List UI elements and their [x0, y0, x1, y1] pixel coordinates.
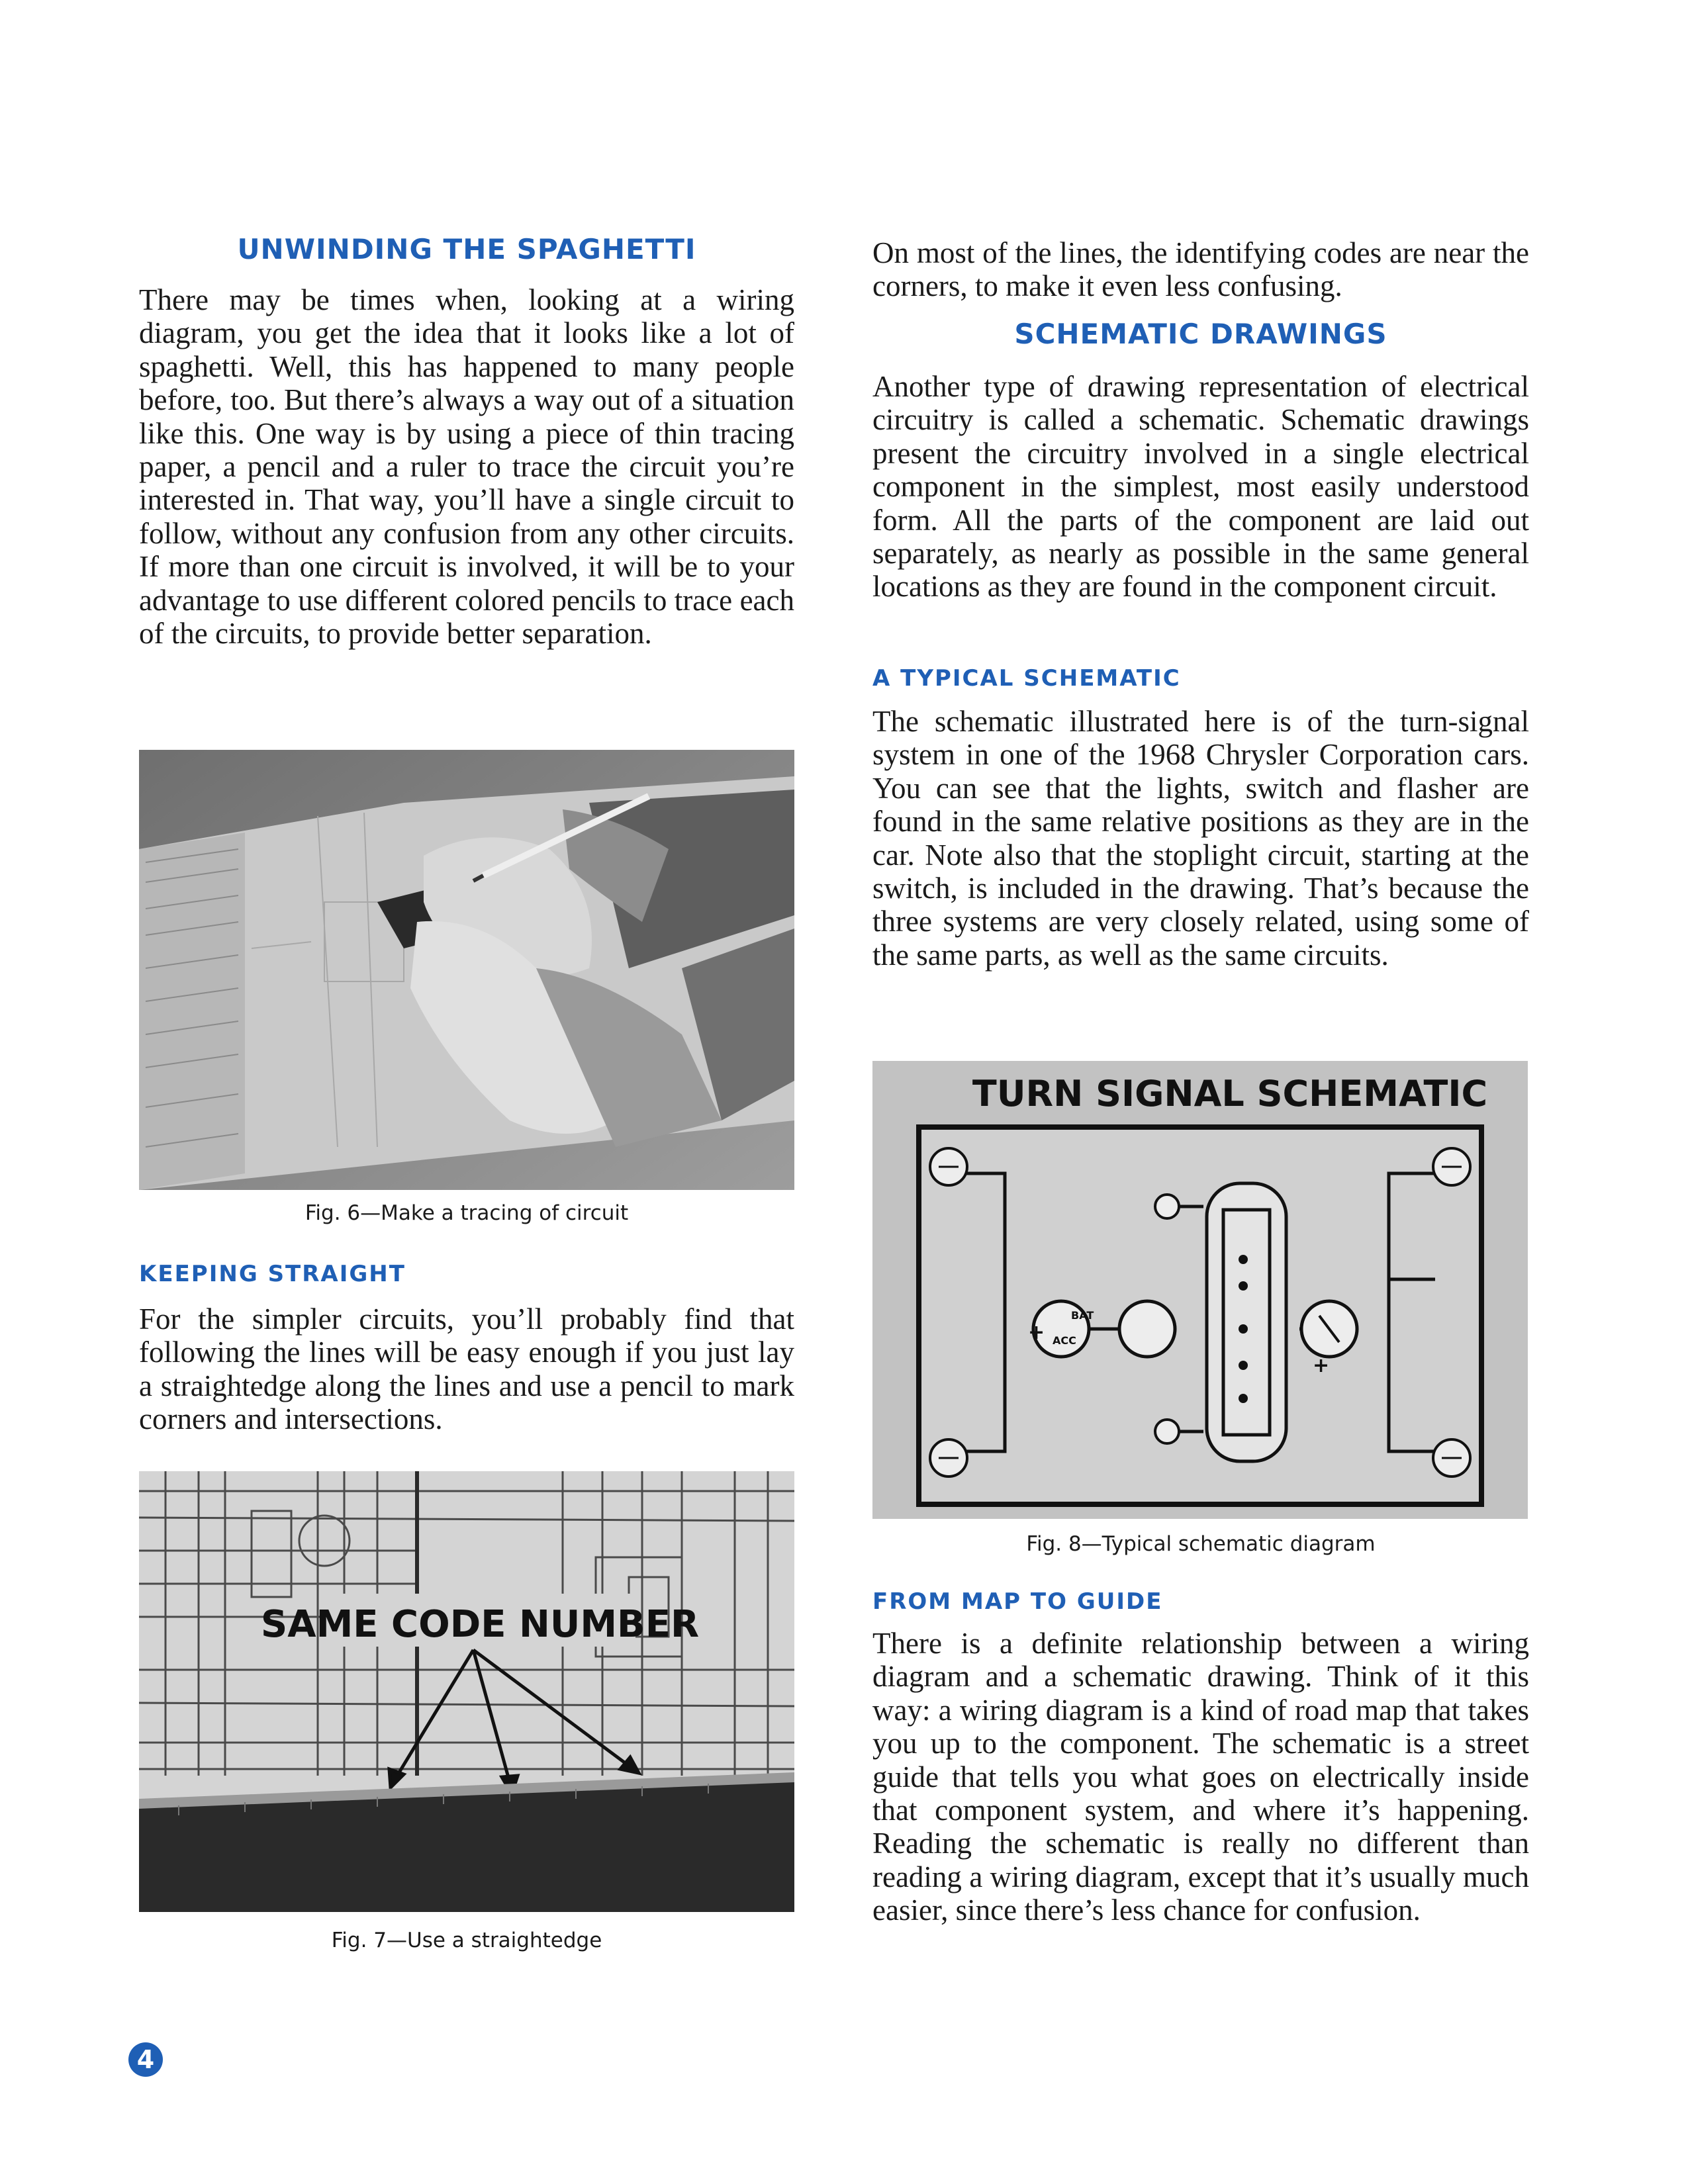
svg-text:+: + [1028, 1321, 1045, 1344]
acc-label: ACC [1053, 1334, 1076, 1347]
heading-schematic-drawings: SCHEMATIC DRAWINGS [1014, 318, 1387, 350]
tracing-photo-illustration [139, 750, 794, 1190]
keeping-straight-section [139, 1261, 794, 1287]
schematic-title: TURN SIGNAL SCHEMATIC [972, 1073, 1488, 1115]
figure-8-caption-wrap [872, 1532, 1529, 1556]
keeping-straight-body [139, 1302, 794, 1436]
typical-schematic-body [872, 705, 1529, 972]
map-to-guide-section [872, 1588, 1529, 1615]
wiring-straightedge-illustration [139, 1471, 794, 1912]
paragraph-typical-schematic: The schematic illustrated here is of the turn-signal system in one of the 1968 Chrysler Corporation cars. You can see that the lights, switch and flasher are found in the same relative positions as they are in the car. Note also that the stoplight circuit, starting at the switch, is included in the drawing. That’s because the three systems are very closely related, using some of the same parts, as well as the same circuits. [872, 705, 1529, 972]
schematic-drawings-section [872, 318, 1529, 350]
map-to-guide-body [872, 1627, 1529, 1927]
heading-keeping-straight: KEEPING STRAIGHT [139, 1261, 406, 1287]
paragraph-map-to-guide: There is a definite relationship between a wiring diagram and a schematic drawing. Think of it this way: a wiring diagram is a kind of road map that takes you up to the component. The schematic is a street guide that tells you what goes on electrically inside that component system, and where it’s happening. Reading the schematic is really no different than reading a wiring diagram, except that it’s usually much easier, since there’s less chance for confusion. [872, 1627, 1529, 1927]
typical-schematic-section [872, 665, 1529, 692]
paragraph-schematic-drawings: Another type of drawing representation of electrical circuitry is called a schematic. Schematic drawings present the circuitry involved in a single electrical component in the simplest, most easily understood form. All the parts of the component are laid out separately, as nearly as possible in the same general locations as they are found in the component circuit. [872, 370, 1529, 604]
svg-text:+: + [1313, 1354, 1330, 1377]
paragraph-unwinding: There may be times when, looking at a wiring diagram, you get the idea that it looks like a lot of spaghetti. Well, this has happened to many people before, too. But there’s always a way out of a situation like this. One way is by using a piece of thin tracing paper, a pencil and a ruler to trace the circuit you’re interested in. That way, you’ll have a single circuit to follow, without any confusion from any other circuits. If more than one circuit is involved, it will be to your advantage to use different colored pencils to trace each of the circuits, to provide better separation. [139, 283, 794, 651]
heading-from-map-to-guide: FROM MAP TO GUIDE [872, 1588, 1163, 1615]
figure-7-caption-wrap [139, 1929, 794, 1952]
figure-8-caption: Fig. 8—Typical schematic diagram [1026, 1532, 1376, 1556]
figure-7-caption: Fig. 7—Use a straightedge [331, 1929, 602, 1952]
figure-8-schematic [872, 1061, 1528, 1519]
left-intro-block [139, 283, 794, 650]
page-number-badge: 4 [128, 2042, 163, 2077]
turn-signal-schematic-diagram [872, 1061, 1528, 1519]
heading-typical-schematic: A TYPICAL SCHEMATIC [872, 665, 1181, 692]
same-code-number-label: SAME CODE NUMBER [260, 1603, 700, 1646]
left-column [139, 233, 794, 265]
bat-label: BAT [1071, 1309, 1094, 1322]
figure-7-photo [139, 1471, 794, 1912]
right-intro-block [872, 236, 1529, 303]
heading-unwinding-spaghetti: UNWINDING THE SPAGHETTI [237, 233, 696, 265]
figure-6-photo [139, 750, 794, 1190]
paragraph-identifying-codes: On most of the lines, the identifying codes are near the corners, to make it even less confusing. [872, 236, 1529, 303]
paragraph-keeping-straight: For the simpler circuits, you’ll probably find that following the lines will be easy enough if you just lay a straightedge along the lines and use a pencil to mark corners and intersections. [139, 1302, 794, 1436]
figure-6-caption-wrap [139, 1201, 794, 1225]
figure-6-caption: Fig. 6—Make a tracing of circuit [305, 1201, 629, 1225]
schematic-drawings-body [872, 370, 1529, 604]
